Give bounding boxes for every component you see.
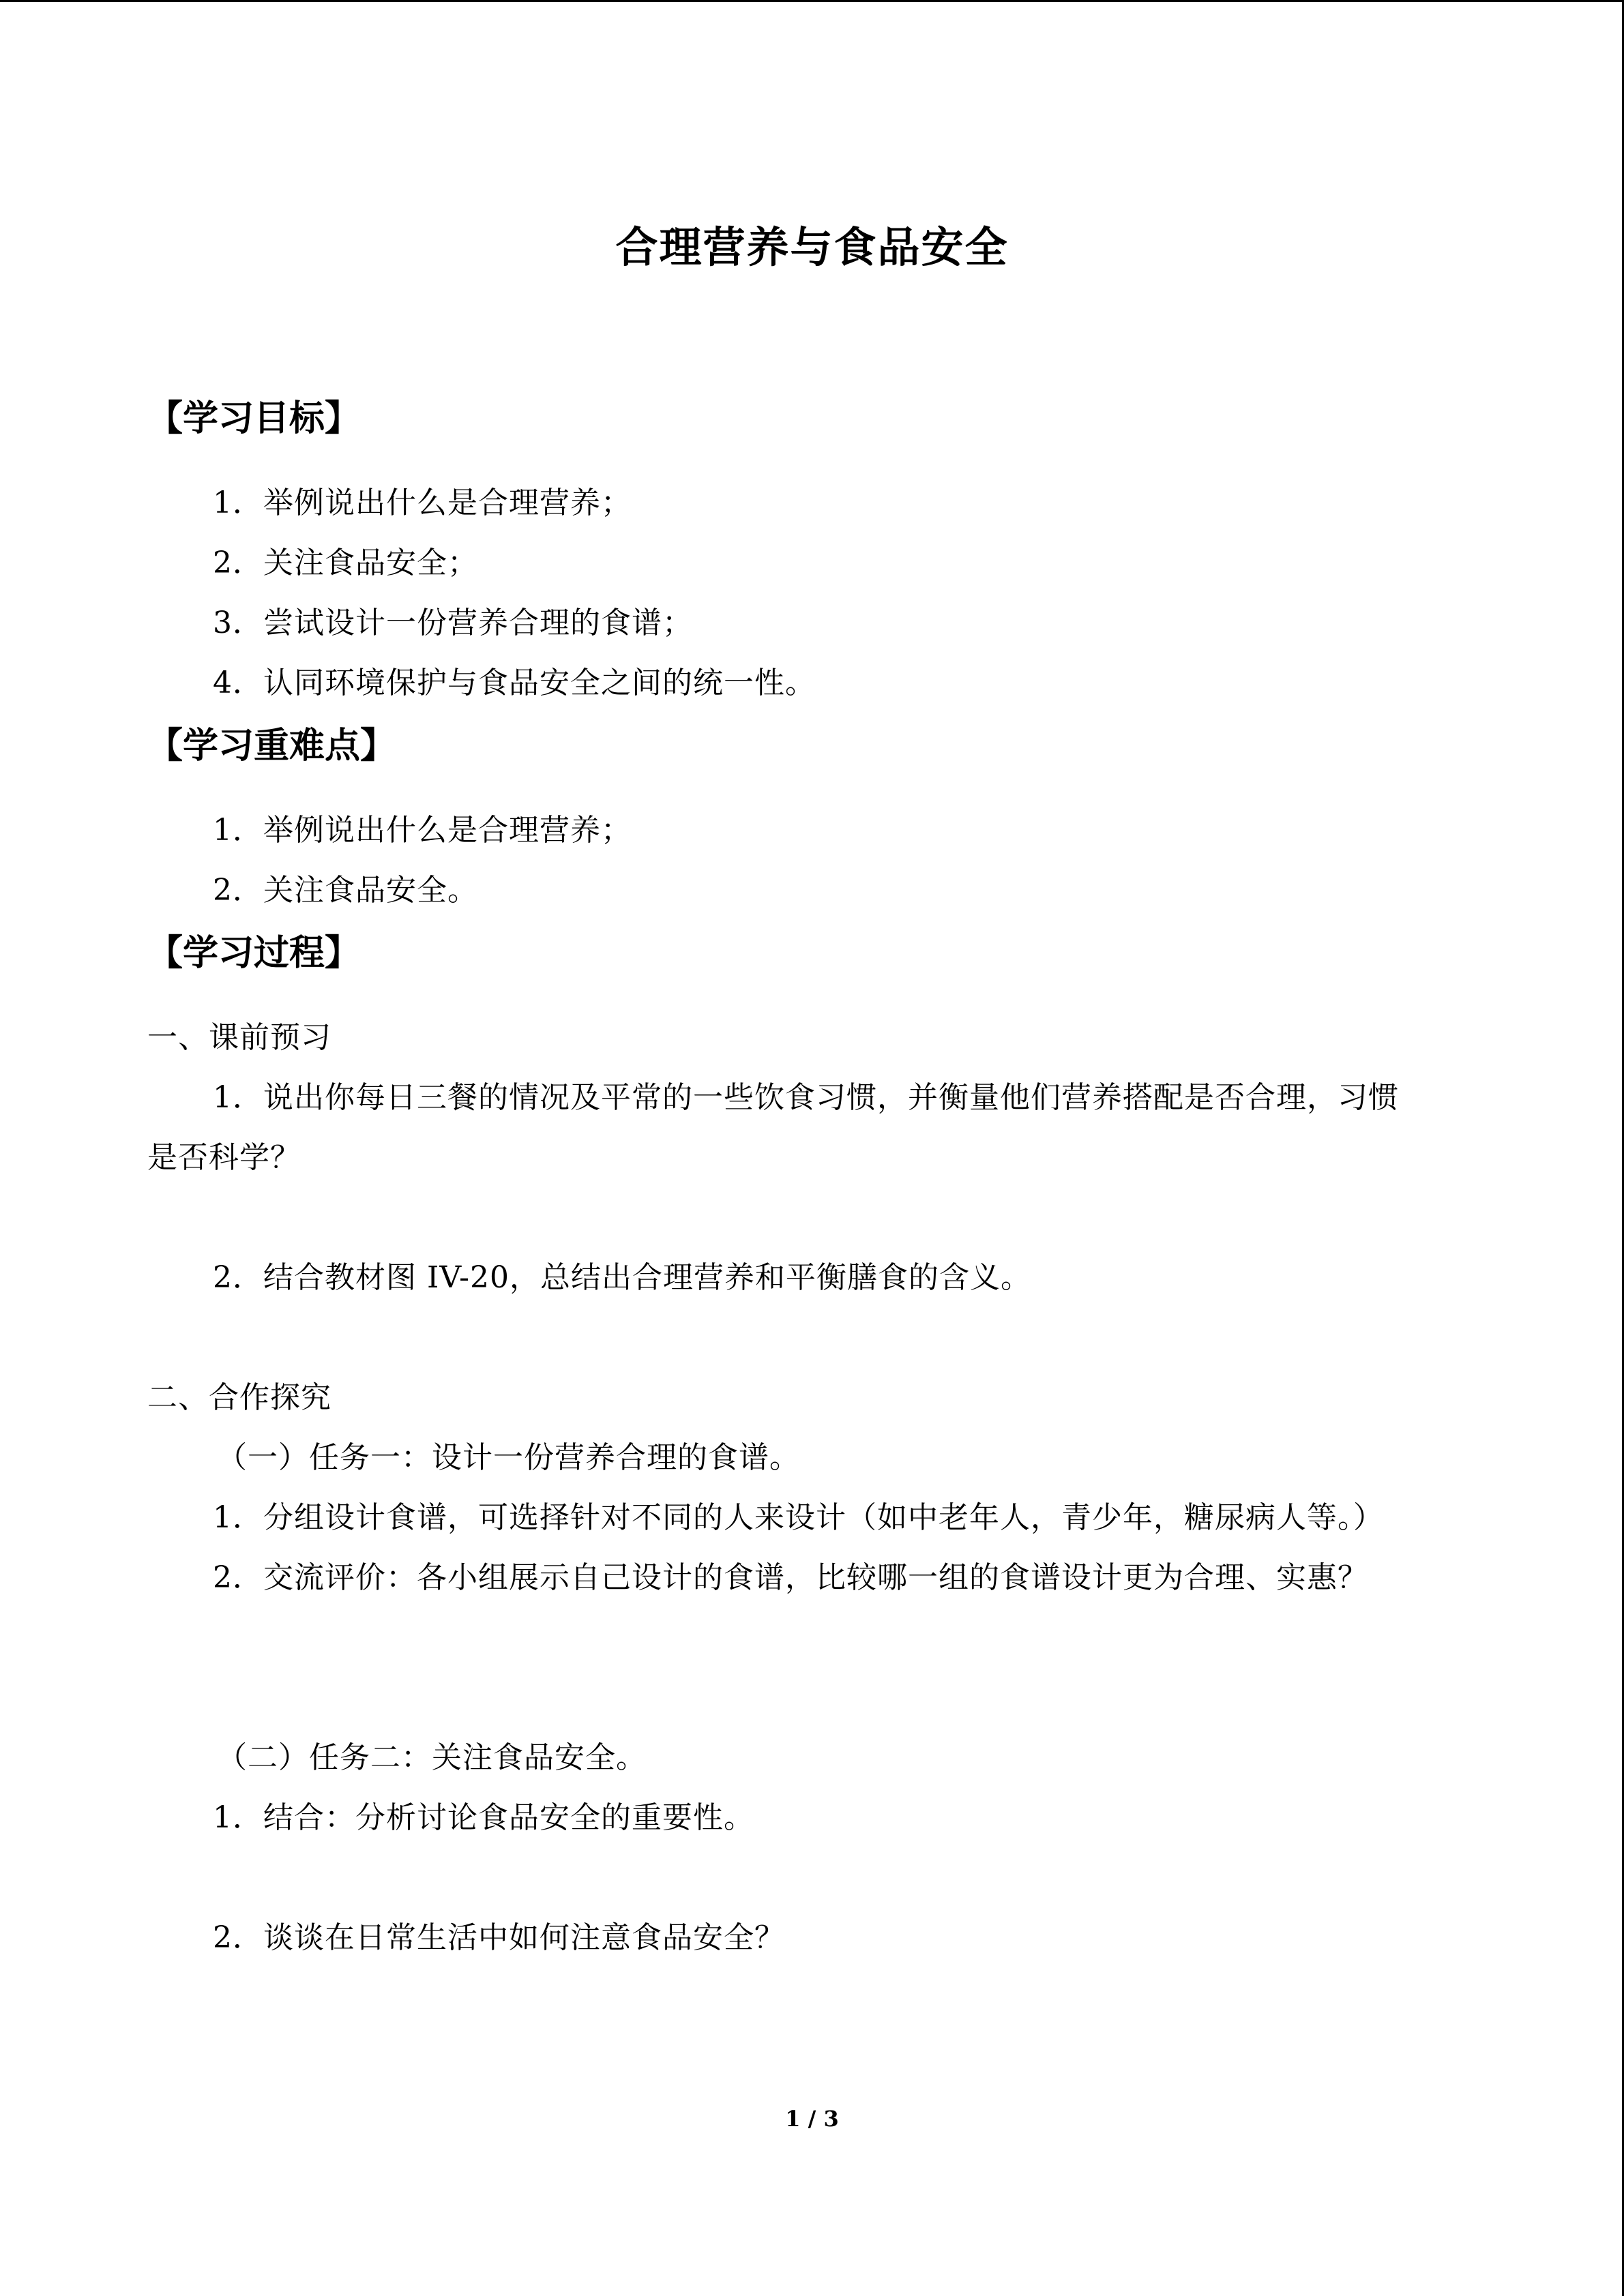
goal-item: 2．关注食品安全； (213, 546, 478, 580)
goals-heading: 【学习目标】 (147, 398, 361, 439)
goal-item: 4．认同环境保护与食品安全之间的统一性。 (213, 666, 816, 700)
goal-item: 3．尝试设计一份营养合理的食谱； (213, 606, 693, 640)
task-2-title: （二）任务二：关注食品安全。 (217, 1740, 647, 1775)
task-1-title: （一）任务一：设计一份营养合理的食谱。 (217, 1440, 800, 1475)
page-number: 1 / 3 (785, 2106, 839, 2132)
preview-heading: 一、课前预习 (147, 1020, 331, 1055)
key-point-item: 2．关注食品安全。 (213, 873, 478, 908)
task-1-item: 1．分组设计食谱，可选择针对不同的人来设计（如中老年人，青少年，糖尿病人等。） (213, 1500, 1384, 1535)
process-heading: 【学习过程】 (147, 932, 361, 974)
preview-question-1-line-1: 1．说出你每日三餐的情况及平常的一些饮食习惯，并衡量他们营养搭配是否合理，习惯 (213, 1080, 1399, 1115)
document-title: 合理营养与食品安全 (615, 222, 1009, 272)
task-1-item: 2．交流评价：各小组展示自己设计的食谱，比较哪一组的食谱设计更为合理、实惠？ (213, 1560, 1368, 1595)
key-point-item: 1．举例说出什么是合理营养； (213, 813, 632, 848)
task-2-item: 1．结合：分析讨论食品安全的重要性。 (213, 1800, 754, 1835)
preview-question-1-line-2: 是否科学？ (147, 1140, 301, 1175)
key-points-heading: 【学习重难点】 (147, 725, 396, 766)
preview-question-2: 2．结合教材图 IV-20，总结出合理营养和平衡膳食的含义。 (213, 1260, 1031, 1295)
task-2-item: 2．谈谈在日常生活中如何注意食品安全？ (213, 1920, 785, 1955)
goal-item: 1．举例说出什么是合理营养； (213, 486, 632, 520)
explore-heading: 二、合作探究 (147, 1380, 331, 1415)
